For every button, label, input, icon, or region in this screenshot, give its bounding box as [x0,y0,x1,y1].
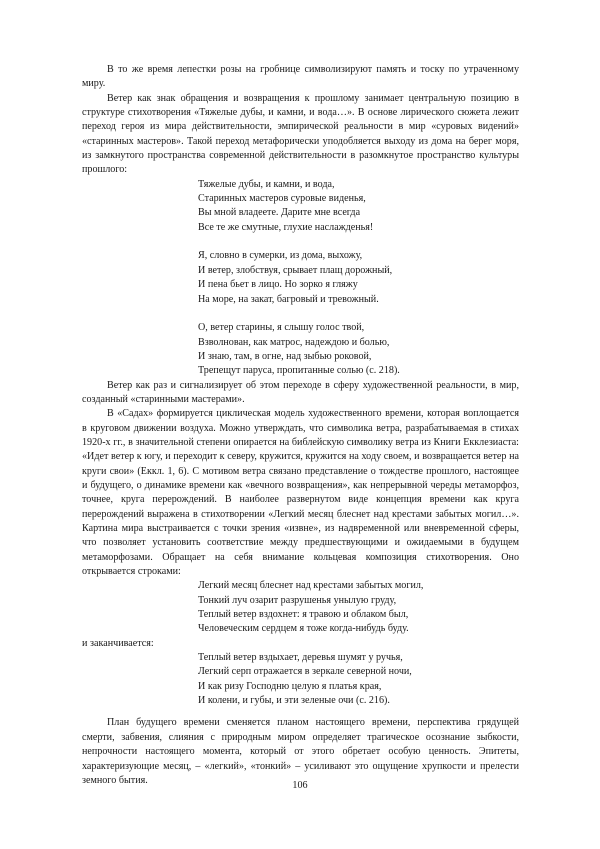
verse-line: Теплый ветер вздыхает, деревья шумят у ручья, [198,652,403,664]
verse-line: И колени, и губы, и эти зеленые очи (с. 216). [198,695,390,707]
verse-line: Вы мной владеете. Дарите мне всегда [198,207,361,219]
verse-line: Взволнован, как матрос, надеждою и болью, [198,336,390,348]
stanza-gap [198,235,519,249]
paragraph-1: В то же время лепестки розы на гробнице символизируют память и тоску по утраченному миру. [82,64,519,90]
stanza-gap [198,307,519,321]
verse-line: И как ризу Господню целую я платья края, [198,680,382,692]
quotation-block-2 [82,579,519,636]
verse-line: Старинных мастеров суровые виденья, [198,193,366,205]
quotation-block-3 [82,651,519,708]
verse-line: О, ветер старины, я слышу голос твой, [198,322,365,334]
paragraph-3: Ветер как раз и сигнализирует об этом переходе в сферу художественной реальности, в мир, созданный «старинными мастерами». [82,379,519,405]
verse-line: Все те же смутные, глухие наслажденья! [198,221,374,233]
page-number: 106 [292,780,308,791]
section-gap [82,708,519,716]
verse-line: Трепещут паруса, пропитанные солью (с. 218). [198,365,400,377]
verse-line: И пена бьет в лицо. Но зорко я гляжу [198,279,358,291]
paragraph-2: Ветер как знак обращения и возвращения к прошлому занимает центральную позицию в структуре стихотворения «Тяжелые дубы, и камни, и вода…». В основе лирического сюжета лежит переход героя из мира действительности, эмпирической реальности в мир «суровых видений» «старинных мастеров». Такой переход метафорически уподобляется выходу из дома на берег моря, из замкнутого пространства современной действительности в разомкнутое пространство культуры прошлого: [82,92,519,176]
verse-line: Я, словно в сумерки, из дома, выхожу, [198,250,363,262]
verse-line: На море, на закат, багровый и тревожный. [198,293,379,305]
paragraph-4: В «Садах» формируется циклическая модель художественного времени, которая воплощается в круговом движении воздуха. Можно утверждать, что символика ветра, разрабатываемая в стихах 1920-х гг., в значительной степени опирается на библейскую символику ветра из Книги Екклезиаста: «Идет ветер к югу, и переходит к северу, кружится, кружится на ходу своем, и возвращается ветер на круги свои» (Еккл. 1, 6). С мотивом ветра связано представление о тождестве прошлого, настоящее и будущего, о динамике времени как «вечного возвращения», как непрерывной череды метаморфоз, точнее, круга перерождений. В наиболее развернутом виде концепция времени как круга перерождений выражена в стихотворении «Легкий месяц блеснет над крестами забытых могил…». Картина мира выстраивается с точки зрения «извне», из надвременной или вневременной сферы, что позволяет установить соответствие между предшествующими и ожидаемыми в будущем метаморфозами. Обращает на себя внимание кольцевая композиция стихотворения. Оно открывается строками: [82,408,519,578]
verse-line: Человеческим сердцем я тоже когда-нибудь буду. [198,623,409,635]
quotation-block-1 [82,178,519,379]
verse-line: Тяжелые дубы, и камни, и вода, [198,178,335,190]
text-column [82,63,519,788]
paragraph-5: План будущего времени сменяется планом настоящего времени, перспектива грядущей смерти, забвения, слияния с природным миром определяет трагическое осознание зыбкости, непрочности настоящего момента, который от этого обретает особую ценность. Эпитеты, характеризующие месяц, – «легкий», «тонкий» – усиливают это ощущение хрупкости и прелести земного бытия. [82,717,519,786]
connector-text: и заканчивается: [82,637,154,649]
verse-line: Тонкий луч озарит разрушенья унылую груду, [198,594,397,606]
verse-line: Легкий серп отражается в зеркале северной ночи, [198,666,412,678]
verse-line: Легкий месяц блеснет над крестами забытых могил, [198,580,424,592]
verse-line: И знаю, там, в огне, над зыбью роковой, [198,350,372,362]
verse-line: Теплый ветер вздохнет: я травою и облаком был, [198,609,409,621]
verse-line: И ветер, злобствуя, срывает плащ дорожный, [198,264,393,276]
